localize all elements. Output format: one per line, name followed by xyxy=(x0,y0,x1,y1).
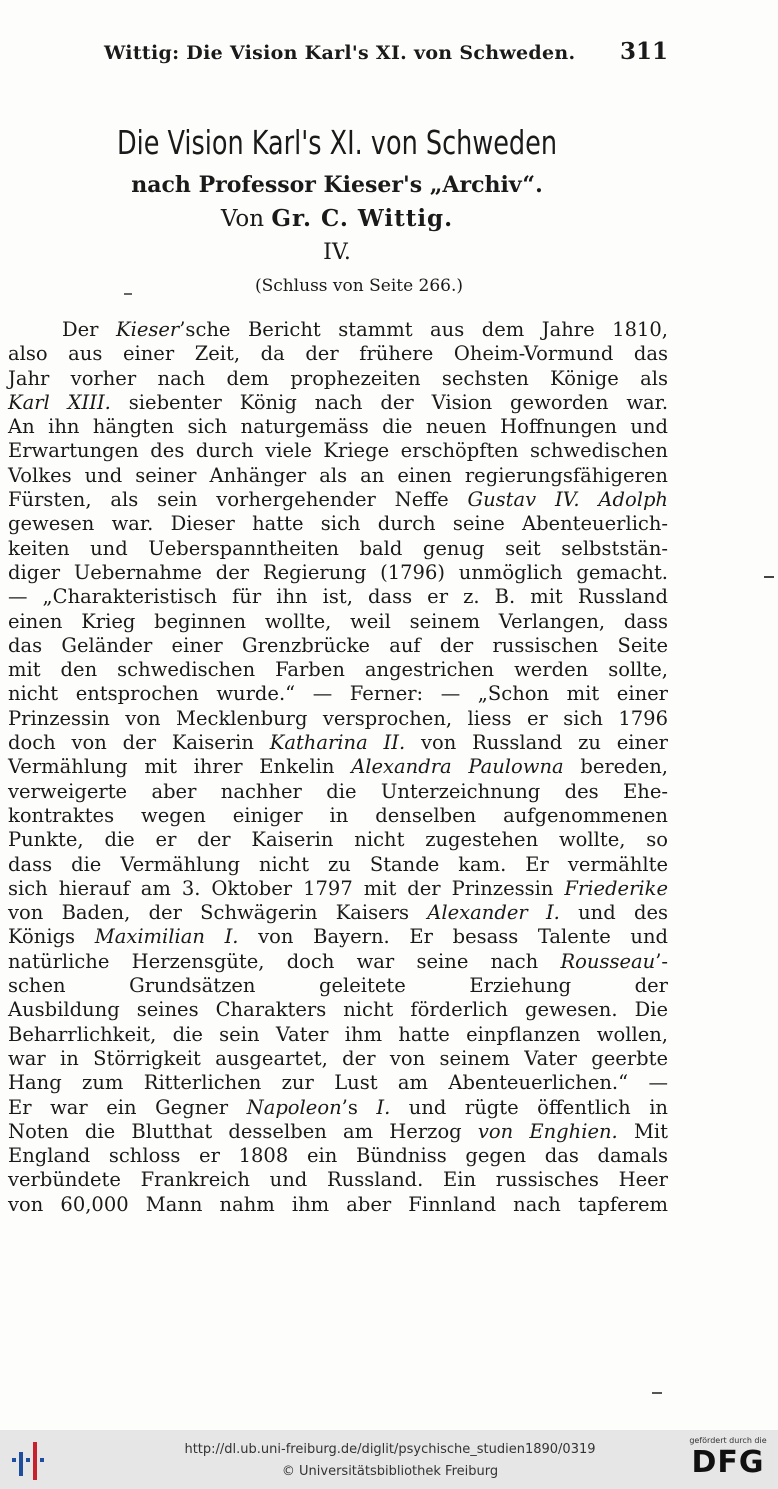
italic-segment: von Enghien. xyxy=(477,1119,618,1143)
text-segment: natürliche Herzensgüte, doch war seine nach xyxy=(8,949,561,973)
text-segment: Prinzessin von Mecklenburg versprochen, liess er sich 1796 xyxy=(8,706,668,730)
text-segment: Erwartungen des durch viele Kriege erschöpften schwedischen xyxy=(8,439,668,463)
text-segment: keiten und Ueberspanntheiten bald genug seit selbststän- xyxy=(8,536,668,560)
text-segment: Punkte, die er der Kaiserin nicht zugestehen wollte, so xyxy=(8,828,668,852)
text-segment: Mit xyxy=(617,1119,668,1143)
continuation-note: (Schluss von Seite 266.) xyxy=(254,276,464,296)
text-segment: nicht entsprochen wurde.“ — Ferner: — „Schon mit einer xyxy=(8,682,668,706)
text-line xyxy=(8,1096,668,1120)
italic-segment: Maximilian I. xyxy=(94,925,239,949)
text-segment: Vermählung mit ihrer Enkelin xyxy=(8,755,352,779)
margin-dash xyxy=(764,576,774,578)
text-line xyxy=(8,391,668,415)
text-segment: Fürsten, als sein vorhergehender Neffe xyxy=(8,488,468,512)
text-segment: Ausbildung seines Charakters nicht förderlich gewesen. Die xyxy=(8,998,668,1022)
text-line xyxy=(8,804,668,828)
text-segment: Der xyxy=(62,318,117,341)
text-line xyxy=(8,585,668,609)
text-segment: mit den schwedischen Farben angestrichen werden sollte, xyxy=(8,658,668,682)
text-segment: verweigerte aber nachher die Unterzeichnung des Ehe- xyxy=(8,779,668,803)
text-segment: — „Charakteristisch für ihn ist, dass er z. B. mit Russland xyxy=(8,585,668,609)
text-segment: Volkes und seiner Anhänger als an einen regierungsfähigeren xyxy=(8,463,668,487)
text-line xyxy=(8,780,668,804)
text-segment: von Baden, der Schwägerin Kaisers xyxy=(8,901,428,925)
text-segment: Er war ein Gegner xyxy=(8,1095,247,1119)
text-line xyxy=(8,610,668,634)
text-line xyxy=(8,634,668,658)
article-subtitle: nach Professor Kieser's „Archiv“. xyxy=(131,172,543,198)
dfg-logo xyxy=(686,1436,770,1484)
text-segment: England schloss er 1808 ein Bündniss gegen das damals xyxy=(8,1144,668,1168)
text-line xyxy=(8,1023,668,1047)
italic-segment: Katharina II. xyxy=(269,731,406,755)
text-segment: doch von der Kaiserin xyxy=(8,731,270,755)
part-number: IV. xyxy=(323,240,351,265)
text-line xyxy=(8,853,668,877)
running-title: Wittig: Die Vision Karl's XI. von Schweden. xyxy=(104,42,576,64)
text-segment: Hang zum Ritterlichen zur Lust am Abenteuerlichen.“ — xyxy=(8,1071,668,1095)
italic-segment: Kieser xyxy=(116,318,180,341)
italic-segment: I. xyxy=(376,1095,391,1119)
text-line xyxy=(8,998,668,1022)
text-line xyxy=(8,1168,668,1192)
text-segment: das Geländer einer Grenzbrücke auf der russischen Seite xyxy=(8,633,668,657)
running-head xyxy=(104,38,668,78)
text-line xyxy=(8,488,668,512)
italic-segment: Napoleon xyxy=(246,1095,342,1119)
text-line xyxy=(8,755,668,779)
text-line xyxy=(8,537,668,561)
permalink-url[interactable]: http://dl.ub.uni-freiburg.de/diglit/psychische_studien1890/0319 xyxy=(184,1442,596,1457)
text-segment: gewesen war. Dieser hatte sich durch seine Abenteuerlich- xyxy=(8,512,668,536)
text-line xyxy=(8,415,668,439)
text-segment: diger Uebernahme der Regierung (1796) unmöglich gemacht. xyxy=(8,560,668,584)
text-segment: ’sche Bericht stammt aus dem Jahre 1810, xyxy=(179,318,668,341)
text-line xyxy=(8,925,668,949)
text-line xyxy=(8,828,668,852)
text-segment: einen Krieg beginnen wollte, weil seinem Verlangen, dass xyxy=(8,609,668,633)
text-segment: bereden, xyxy=(563,755,669,779)
italic-segment: Friederike xyxy=(564,876,668,900)
text-segment: war in Störrigkeit ausgeartet, der von seinem Vater geerbte xyxy=(8,1046,668,1070)
viewer-footer xyxy=(0,1430,778,1489)
article-title: Die Vision Karl's XI. von Schweden xyxy=(116,123,558,162)
text-line xyxy=(8,318,668,342)
text-segment: verbündete Frankreich und Russland. Ein russisches Heer xyxy=(8,1168,668,1192)
text-line xyxy=(8,682,668,706)
text-line xyxy=(8,1193,668,1217)
text-segment: von Bayern. Er besass Talente und xyxy=(238,925,668,949)
text-segment: ’- xyxy=(655,949,668,973)
text-segment: Jahr vorher nach dem prophezeiten sechsten Könige als xyxy=(8,366,668,390)
italic-segment: Gustav IV. Adolph xyxy=(467,488,668,512)
text-line xyxy=(8,901,668,925)
text-segment: dass die Vermählung nicht zu Stande kam. Er vermählte xyxy=(8,852,668,876)
text-line xyxy=(8,877,668,901)
text-segment: von 60,000 Mann nahm ihm aber Finnland nach tapferem xyxy=(8,1192,668,1216)
scan-mark xyxy=(124,293,132,295)
scan-mark-bottom xyxy=(652,1392,662,1394)
dfg-caption: gefördert durch die xyxy=(689,1436,767,1445)
author-line xyxy=(0,202,674,236)
text-line xyxy=(8,512,668,536)
text-line xyxy=(8,367,668,391)
copyright-notice: © Universitätsbibliothek Freiburg xyxy=(281,1464,499,1479)
text-line xyxy=(8,439,668,463)
text-segment: kontraktes wegen einiger in denselben aufgenommenen xyxy=(8,803,668,827)
text-segment: schen Grundsätzen geleitete Erziehung der xyxy=(8,974,668,998)
text-line xyxy=(8,707,668,731)
body-text xyxy=(8,318,668,1217)
text-line xyxy=(8,658,668,682)
text-line xyxy=(8,974,668,998)
text-segment: siebenter König nach der Vision geworden war. xyxy=(110,390,669,414)
text-segment: Königs xyxy=(8,925,95,949)
text-line xyxy=(8,950,668,974)
text-segment: und des xyxy=(559,901,668,925)
text-line xyxy=(8,1144,668,1168)
text-line xyxy=(8,731,668,755)
italic-segment: Alexander I. xyxy=(427,901,560,925)
author-prefix: Von xyxy=(220,206,265,232)
text-segment: Beharrlichkeit, die sein Vater ihm hatte einpflanzen wollen, xyxy=(8,1022,668,1046)
text-line xyxy=(8,464,668,488)
text-segment: also aus einer Zeit, da der frühere Oheim-Vormund das xyxy=(8,342,668,366)
text-segment: und rügte öffentlich in xyxy=(390,1095,668,1119)
library-logo-icon xyxy=(10,1438,46,1484)
italic-segment: Karl XIII. xyxy=(8,390,111,414)
text-segment: An ihn hängten sich naturgemäss die neuen Hoffnungen und xyxy=(8,415,668,439)
dfg-letters: DFG xyxy=(691,1445,765,1480)
text-segment: von Russland zu einer xyxy=(405,731,668,755)
text-segment: Noten die Blutthat desselben am Herzog xyxy=(8,1119,478,1143)
author-name: Gr. C. Wittig. xyxy=(271,205,454,232)
italic-segment: Rousseau xyxy=(560,949,656,973)
text-segment: ’s xyxy=(341,1095,377,1119)
text-segment: sich hierauf am 3. Oktober 1797 mit der Prinzessin xyxy=(8,876,565,900)
text-line xyxy=(8,1120,668,1144)
italic-segment: Alexandra Paulowna xyxy=(351,755,564,779)
text-line xyxy=(8,1047,668,1071)
text-line xyxy=(8,561,668,585)
text-line xyxy=(8,342,668,366)
text-line xyxy=(8,1071,668,1095)
page-number: 311 xyxy=(619,38,668,65)
article-heading xyxy=(0,118,674,302)
